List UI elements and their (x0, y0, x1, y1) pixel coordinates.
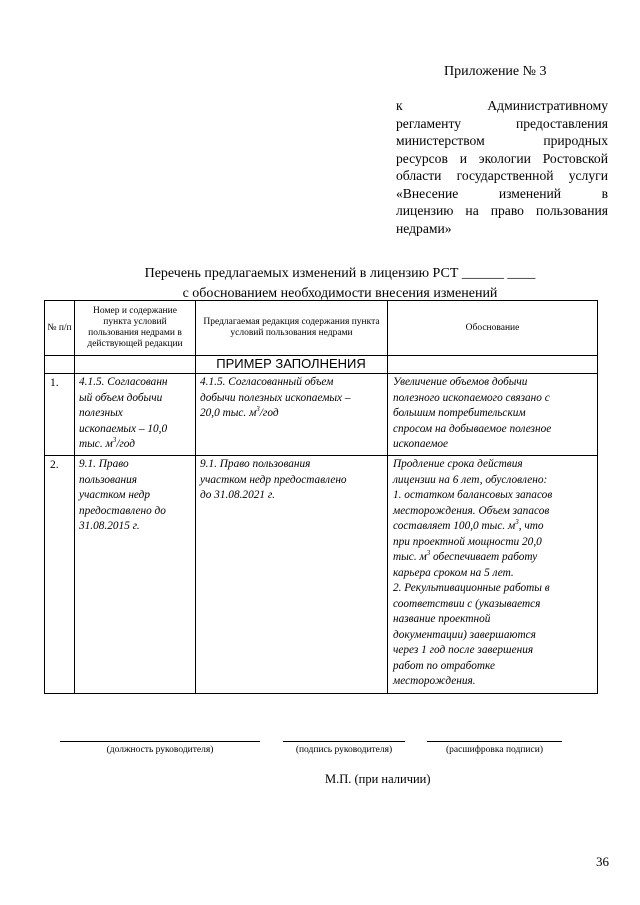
signature-caption-signature: (подпись руководителя) (295, 745, 393, 755)
appendix-title: Приложение № 3 (444, 64, 547, 79)
row-current-text: 4.1.5. Согласованн ый объем добычи полезных ископаемых – 10,0 тыс. $м^3$/год (79, 376, 168, 450)
table-header-current: Номер и содержание пункта условий пользования недрами в действующей редакции (87, 306, 183, 349)
row-number: 2. (50, 459, 59, 471)
regulation-line: области государственной услуги (396, 168, 608, 183)
regulation-line: недрами» (396, 220, 452, 236)
regulation-line: министерством природных (396, 133, 608, 148)
table-header-num: № п/п (47, 322, 72, 333)
table-header-proposed: Предлагаемая редакция содержания пункта условий пользования недрами (203, 317, 380, 338)
table-column-divider (74, 300, 75, 694)
row-number: 1. (50, 377, 59, 389)
regulation-line: к Административному (396, 98, 608, 113)
sample-label: ПРИМЕР ЗАПОЛНЕНИЯ (216, 356, 366, 371)
stamp-note: М.П. (при наличии) (325, 772, 431, 786)
table-row-divider (44, 373, 598, 374)
signature-line-position (60, 741, 260, 742)
page-number: 36 (596, 854, 609, 869)
signature-caption-position: (должность руководителя) (106, 745, 214, 755)
signature-line-signature (283, 741, 405, 742)
signature-line-decoding (427, 741, 562, 742)
row-proposed-text: 4.1.5. Согласованный объем добычи полезных ископаемых – 20,0 тыс. $м^3$/год (200, 376, 351, 419)
signature-caption-decoding: (расшифровка подписи) (446, 745, 543, 755)
regulation-line: лицензию на право пользования (396, 203, 608, 218)
regulation-reference (396, 97, 608, 237)
regulation-line: «Внесение изменений в (396, 185, 608, 201)
row-proposed-text: 9.1. Право пользования участком недр предоставлено до 31.08.2021 г. (200, 458, 347, 501)
regulation-line: ресурсов и экологии Ростовской (396, 150, 608, 166)
row-reason-text: Увеличение объемов добычи полезного ископаемого связано с большим потребительским спросом на добываемое полезное ископаемое (393, 376, 552, 450)
table-row-divider (44, 455, 598, 456)
table-column-divider (387, 300, 388, 694)
document-heading-line-2: с обоснованием необходимости внесения изменений (182, 286, 498, 301)
table-header-reason: Обоснование (465, 322, 520, 333)
document-heading-line-1: Перечень предлагаемых изменений в лицензию РСТ ______ ____ (144, 266, 536, 281)
row-current-text: 9.1. Право пользования участком недр предоставлено до 31.08.2015 г. (79, 458, 166, 532)
row-reason-text: Продление срока действия лицензии на 6 лет, обусловлено: 1. остатком балансовых запасов месторождения. Объем запасов составляет 100,0 тыс. $м^3$, что при проектной мощности 20,0 тыс. $м^3$ обеспечивает работу карьера сроком на 5 лет. 2. Рекультивационные работы в соответствии с (указывается название проектной документации) завершаются через 1 год после завершения работ по отработке месторождения. (393, 458, 553, 687)
regulation-line: регламенту предоставления (396, 115, 608, 131)
